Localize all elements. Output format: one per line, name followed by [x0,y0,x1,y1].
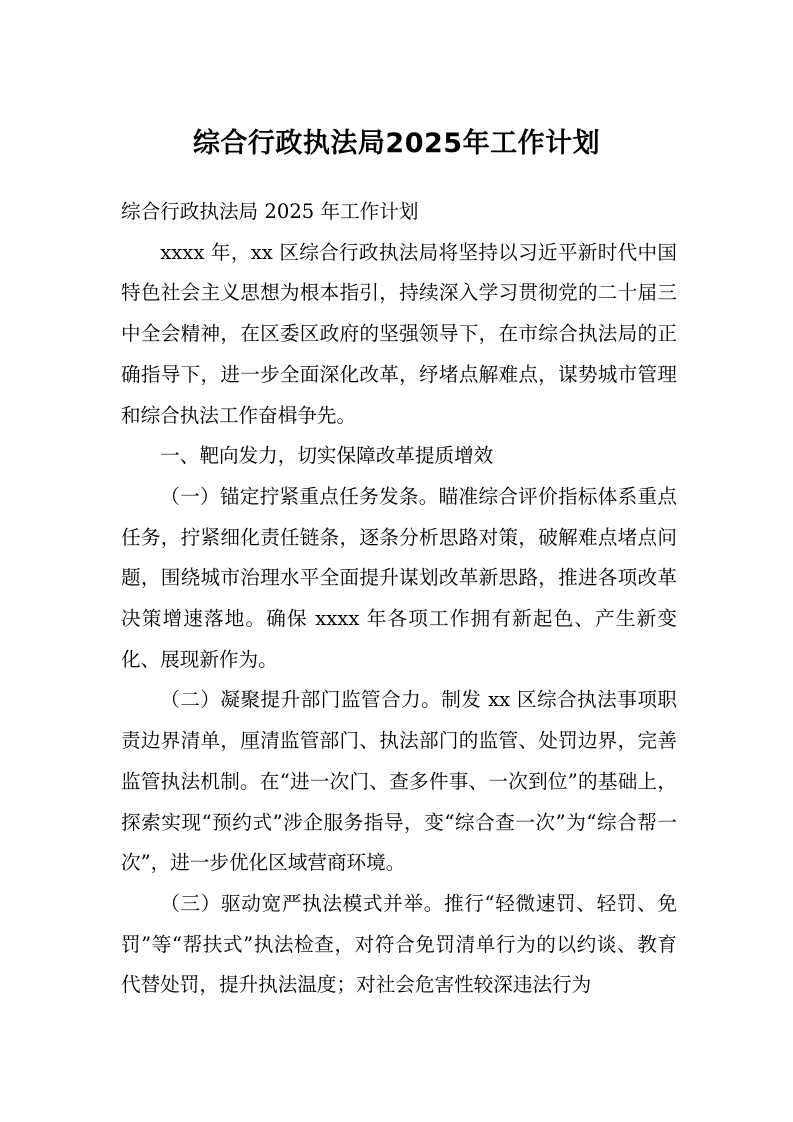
section-heading-1: 一、靶向发力，切实保障改革提质增效 [160,444,494,468]
paragraph-item-3: （三）驱动宽严执法模式并举。推行“轻微速罚、轻罚、免罚”等“帮扶式”执法检查，对符合免罚清单行为的以约谈、教育代替处罚，提升执法温度；对社会危害性较深违法行为 [121,891,677,997]
paragraph-intro: xxxx 年，xx 区综合行政执法局将坚持以习近平新时代中国特色社会主义思想为根本指引，持续深入学习贯彻党的二十届三中全会精神，在区委区政府的坚强领导下，在市综合执法局的正确指导下，进一步全面深化改革，纾堵点解难点，谋势城市管理和综合执法工作奋楫争先。 [121,240,677,427]
document-subtitle: 综合行政执法局 2025 年工作计划 [121,200,419,223]
document-title: 综合行政执法局2025年工作计划 [192,128,601,159]
paragraph-item-2: （二）凝聚提升部门监管合力。制发 xx 区综合执法事项职责边界清单，厘清监管部门、执法部门的监管、处罚边界，完善监管执法机制。在“进一次门、查多件事、一次到位”的基础上，探索实现“预约式”涉企服务指导，变“综合查一次”为“综合帮一次”，进一步优化区域营商环境。 [121,688,677,875]
document-body [121,192,677,1006]
paragraph-item-1: （一）锚定拧紧重点任务发条。瞄准综合评价指标体系重点任务，拧紧细化责任链条，逐条分析思路对策，破解难点堵点问题，围绕城市治理水平全面提升谋划改革新思路，推进各项改革决策增速落地。确保 xxxx 年各项工作拥有新起色、产生新变化、展现新作为。 [121,484,677,671]
